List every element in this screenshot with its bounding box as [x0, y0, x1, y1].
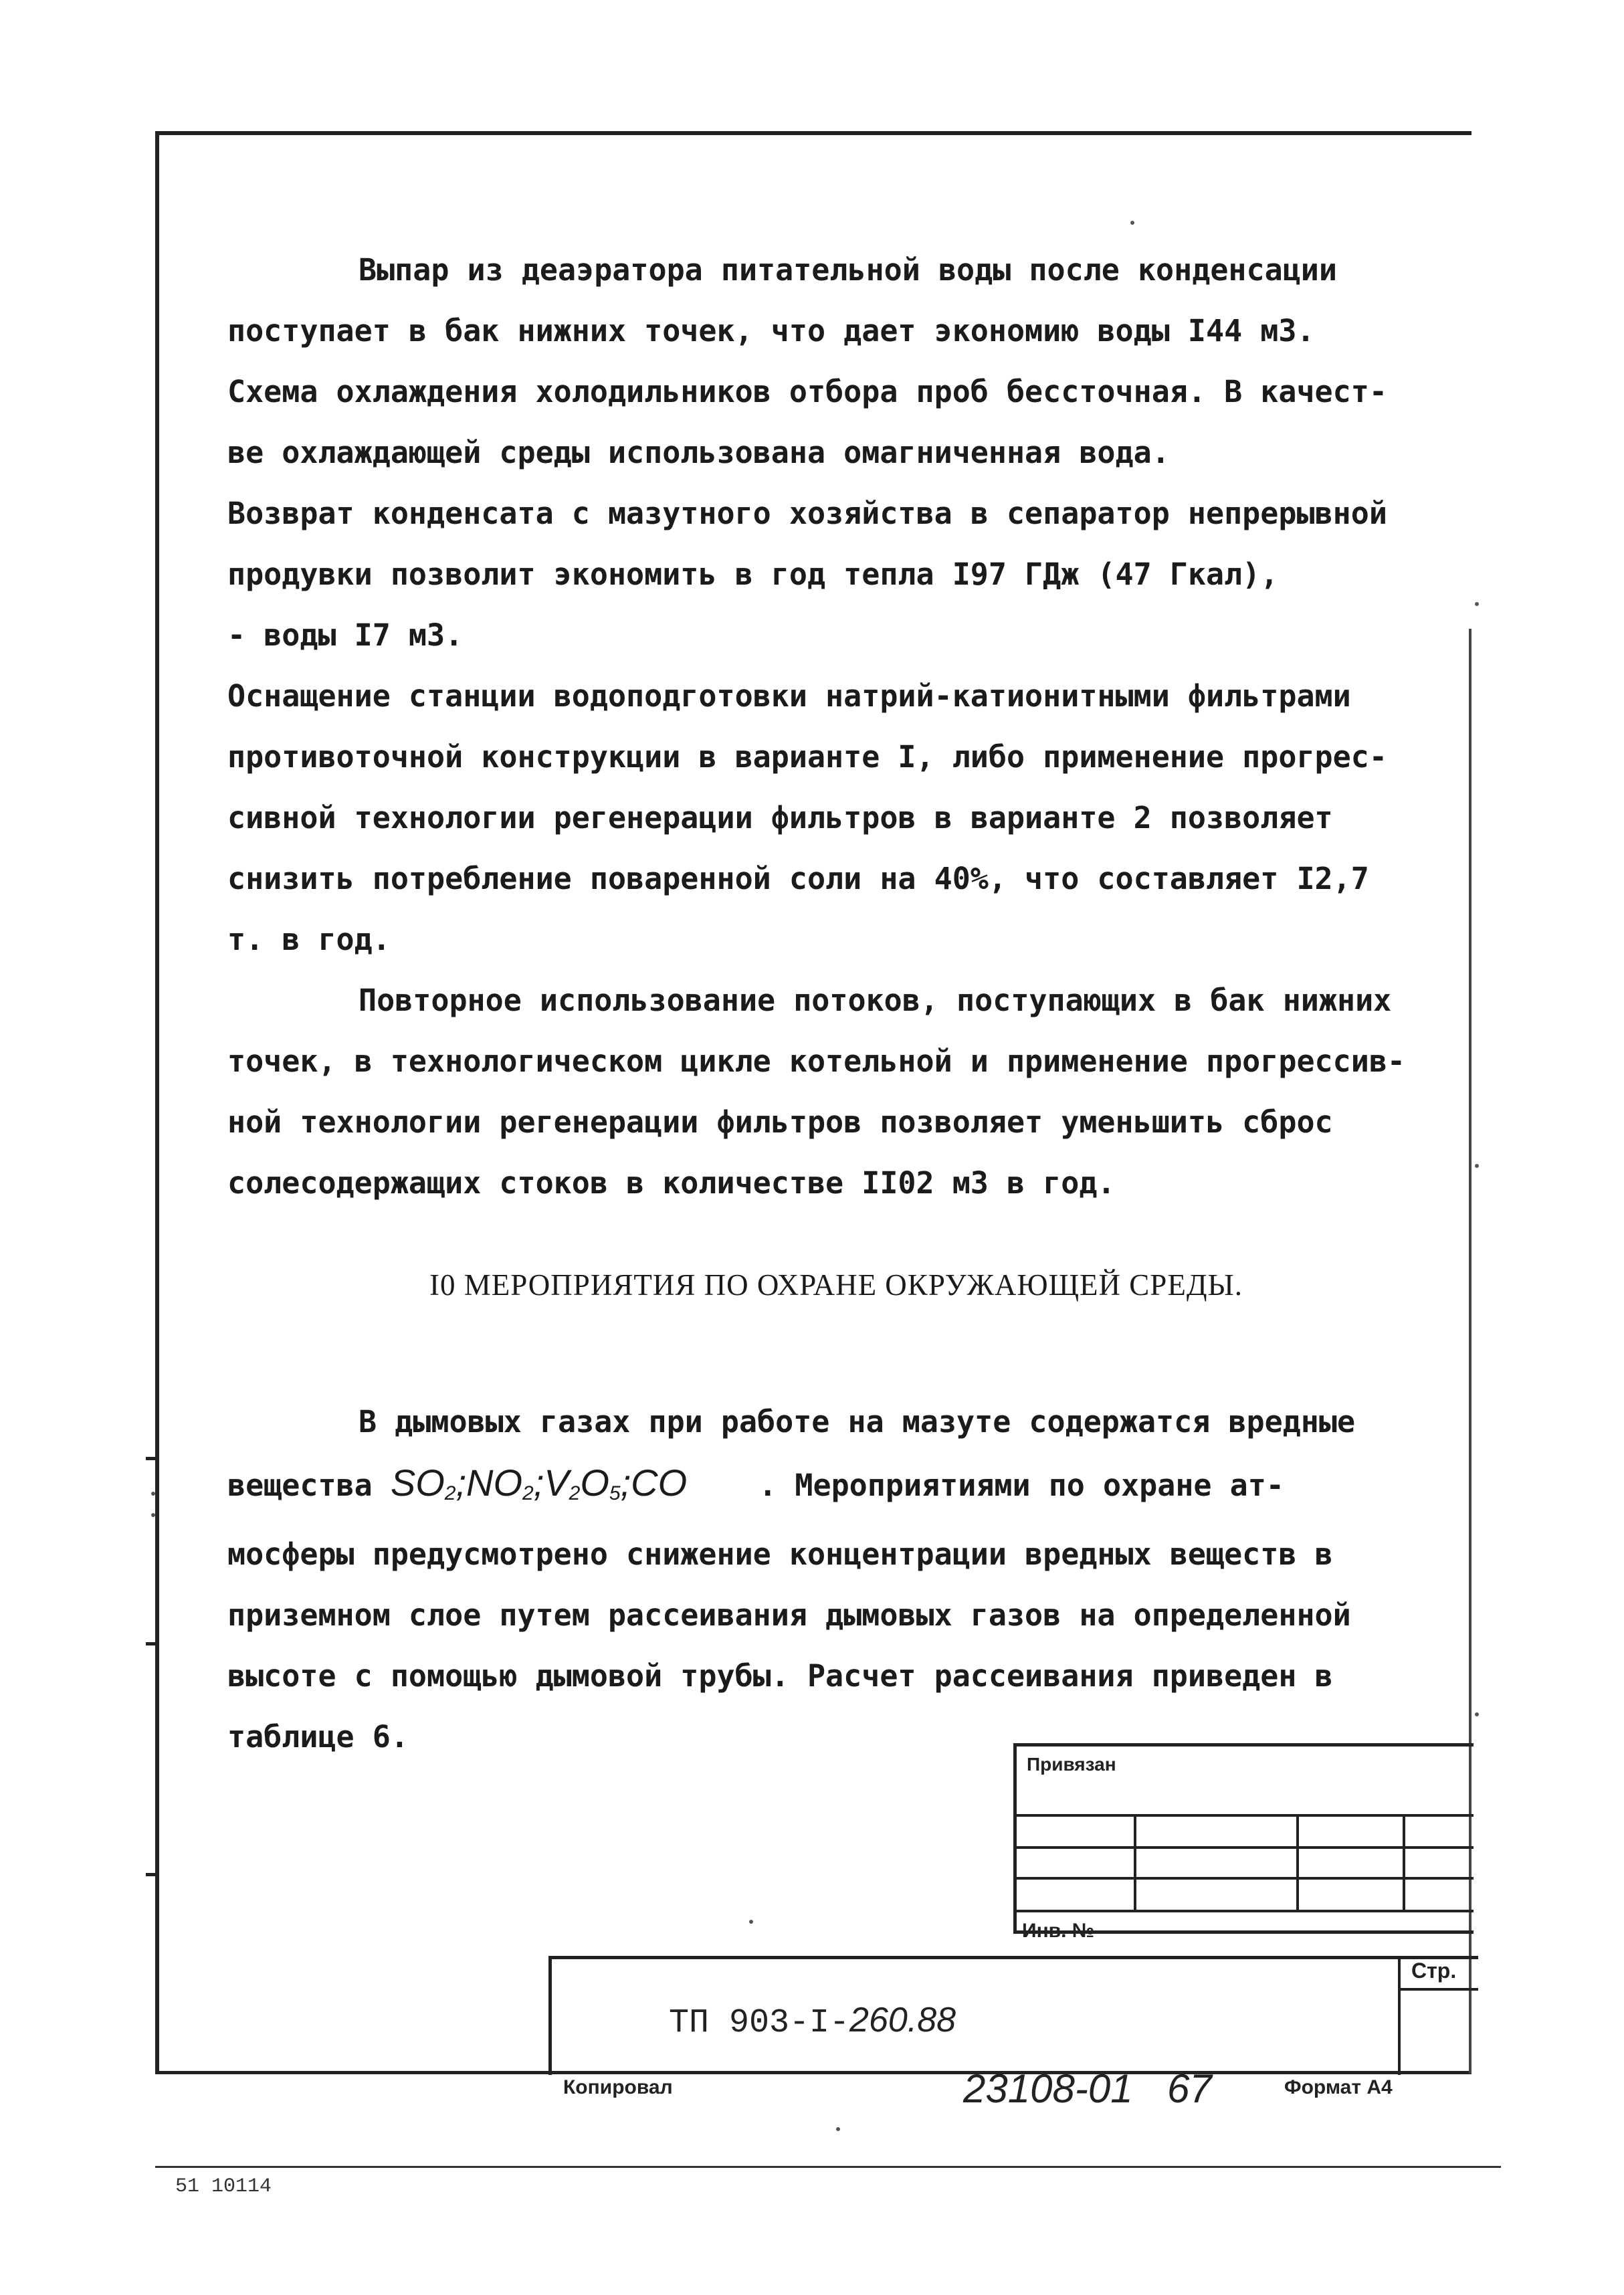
- text-line: поступает в бак нижних точек, что дает экономию воды I44 м3.: [227, 313, 1315, 348]
- table-divider: [1403, 1814, 1405, 1912]
- text-line: точек, в технологическом цикле котельной и применение прогрессив-: [227, 1043, 1405, 1079]
- scan-dot: [151, 1513, 155, 1517]
- text-line: продувки позволит экономить в год тепла I97 ГДж (47 Гкал),: [227, 557, 1279, 592]
- bottom-number: 51 10114: [175, 2175, 272, 2198]
- handwritten-number: 23108-01: [963, 2066, 1133, 2111]
- scan-dot: [1130, 221, 1134, 225]
- page-cell-divider: [1398, 1956, 1401, 2075]
- handwritten-page: 67: [1167, 2066, 1212, 2111]
- text-line: ной технологии регенерации фильтров позволяет уменьшить сброс: [227, 1104, 1333, 1140]
- section-heading: I0 МЕРОПРИЯТИЯ ПО ОХРАНЕ ОКРУЖАЮЩЕЙ СРЕДЫ.: [429, 1268, 1243, 1302]
- text-line: приземном слое путем рассеивания дымовых газов на определенной: [227, 1597, 1351, 1633]
- text-line: Оснащение станции водоподготовки натрий-катионитными фильтрами: [227, 678, 1351, 714]
- formula-line: [227, 1452, 1445, 1524]
- text-fragment: вещества: [227, 1468, 373, 1503]
- text-line: т. в год.: [227, 922, 391, 957]
- text-fragment: . Мероприятиями по охране ат-: [758, 1468, 1284, 1503]
- inventory-number-label: Инв. №: [1022, 1920, 1095, 1942]
- document-code: ТП 903-I-260.88: [669, 2001, 956, 2042]
- text-line: В дымовых газах при работе на мазуте содержатся вредные: [359, 1404, 1356, 1439]
- margin-mark: [146, 1457, 155, 1460]
- chemical-formula: $SO_2;NO_2;V_2O_5;CO$: [390, 1462, 688, 1504]
- margin-mark: [146, 1873, 155, 1876]
- scan-dot: [151, 1492, 155, 1496]
- text-line: Возврат конденсата с мазутного хозяйства в сепаратор непрерывной: [227, 496, 1387, 531]
- margin-mark: [146, 1642, 155, 1645]
- bottom-rule: [155, 2166, 1501, 2168]
- format-label: Формат А4: [1284, 2076, 1393, 2098]
- page-label: Стр.: [1411, 1959, 1457, 1983]
- text-line: Повторное использование потоков, поступающих в бак нижних: [359, 983, 1392, 1018]
- text-line: таблице 6.: [227, 1719, 409, 1755]
- text-line: противоточной конструкции в варианте I, либо применение прогрес-: [227, 739, 1387, 775]
- text-line: - воды I7 м3.: [227, 617, 464, 653]
- scan-dot: [836, 2127, 840, 2131]
- privyazan-label: Привязан: [1027, 1754, 1116, 1775]
- scan-dot: [1475, 602, 1479, 606]
- text-line: Выпар из деаэратора питательной воды после конденсации: [359, 252, 1337, 288]
- text-line: ве охлаждающей среды использована омагниченная вода.: [227, 435, 1170, 470]
- table-divider: [1296, 1814, 1299, 1912]
- kopiroval-label: Копировал: [563, 2076, 673, 2098]
- table-divider: [1134, 1814, 1136, 1912]
- page-cell-rule: [1398, 1988, 1478, 1991]
- scan-dot: [749, 1920, 753, 1924]
- text-line: мосферы предусмотрено снижение концентрации вредных веществ в: [227, 1536, 1333, 1572]
- text-line: снизить потребление поваренной соли на 40%, что составляет I2,7: [227, 861, 1369, 896]
- text-line: солесодержащих стоков в количестве II02 м3 в год.: [227, 1165, 1116, 1201]
- paragraph-1: [227, 239, 1445, 1213]
- text-line: Схема охлаждения холодильников отбора проб бессточная. В качест-: [227, 374, 1387, 409]
- text-line: высоте с помощью дымовой трубы. Расчет рассеивания приведен в: [227, 1658, 1333, 1694]
- paragraph-5: [227, 1391, 1445, 1767]
- scan-dot: [1475, 1712, 1479, 1716]
- scan-dot: [1475, 1164, 1479, 1168]
- text-line: сивной технологии регенерации фильтров в варианте 2 позволяет: [227, 800, 1333, 835]
